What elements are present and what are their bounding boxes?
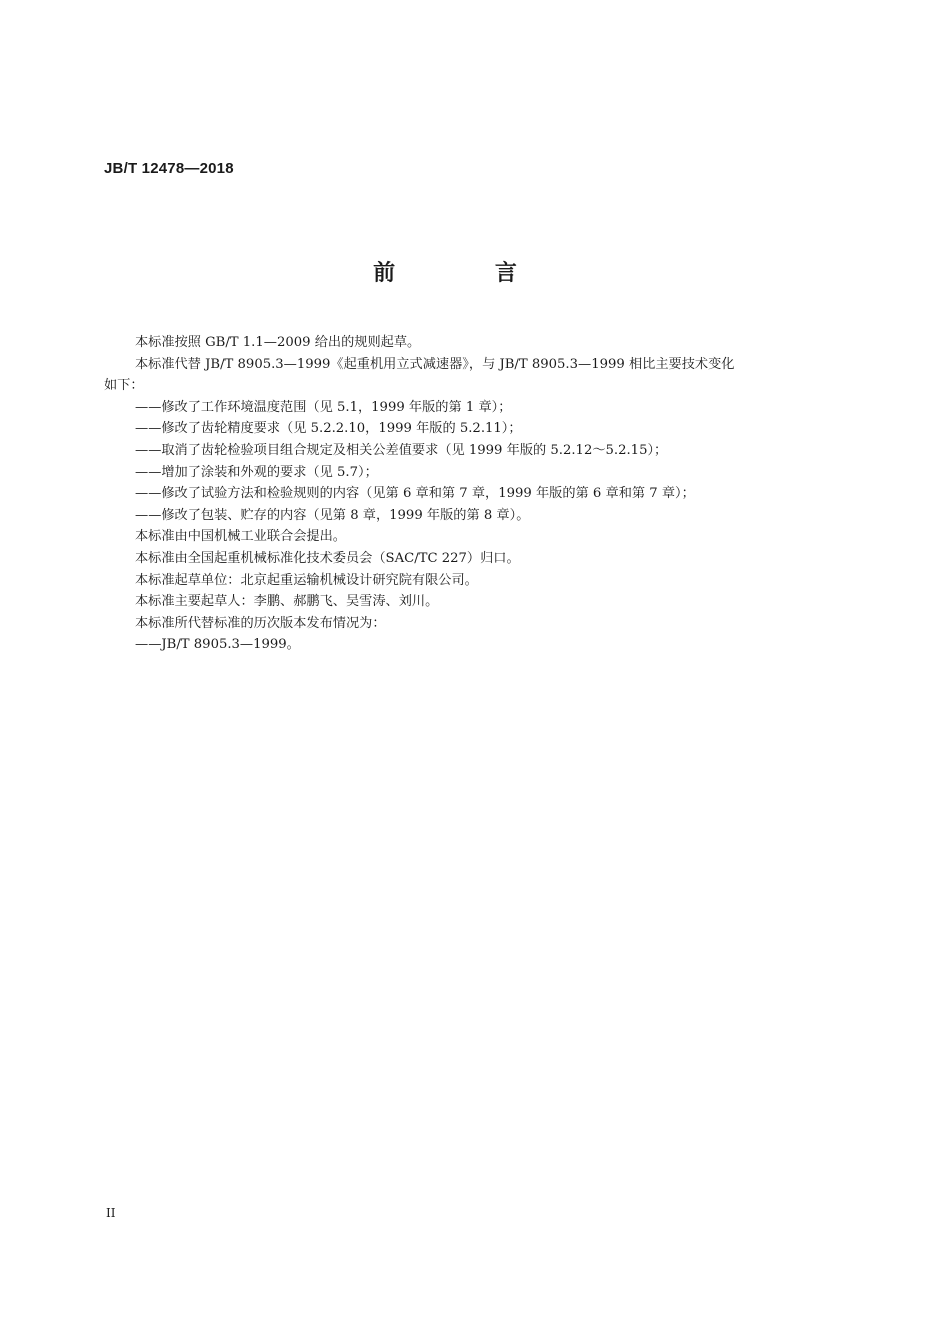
paragraph-committee: 本标准由全国起重机械标准化技术委员会（SAC/TC 227）归口。 (135, 550, 520, 566)
list-item-change: ——修改了齿轮精度要求（见 5.2.2.10，1999 年版的 5.2.11）； (135, 421, 522, 437)
paragraph-replacement: 本标准代替 JB/T 8905.3—1999《起重机用立式减速器》，与 JB/T 8905.3—1999 相比主要技术变化 (135, 356, 735, 372)
paragraph-drafting-unit: 本标准起草单位：北京起重运输机械设计研究院有限公司。 (135, 572, 478, 588)
list-item-history: ——JB/T 8905.3—1999。 (135, 637, 300, 653)
list-item-change: ——修改了工作环境温度范围（见 5.1，1999 年版的第 1 章）； (135, 399, 512, 415)
standard-code: JB/T 12478—2018 (104, 160, 234, 177)
paragraph-drafting-rules: 本标准按照 GB/T 1.1—2009 给出的规则起草。 (135, 335, 421, 350)
paragraph-drafters: 本标准主要起草人：李鹏、郝鹏飞、吴雪涛、刘川。 (135, 594, 439, 610)
paragraph-proposer: 本标准由中国机械工业联合会提出。 (135, 529, 346, 545)
paragraph-history: 本标准所代替标准的历次版本发布情况为： (135, 615, 386, 631)
foreword-body (104, 332, 794, 656)
list-item-change: ——增加了涂装和外观的要求（见 5.7）； (135, 464, 378, 480)
list-item-change: ——修改了试验方法和检验规则的内容（见第 6 章和第 7 章，1999 年版的第 6 章和第 7 章）； (135, 486, 695, 502)
list-item-change: ——取消了齿轮检验项目组合规定及相关公差值要求（见 1999 年版的 5.2.12～5.2.15）； (135, 442, 668, 458)
page-number: II (106, 1206, 116, 1220)
paragraph-replacement-continued: 如下： (104, 378, 144, 394)
list-item-change: ——修改了包装、贮存的内容（见第 8 章，1999 年版的第 8 章）。 (135, 507, 530, 523)
page-title: 前 言 (373, 261, 563, 286)
